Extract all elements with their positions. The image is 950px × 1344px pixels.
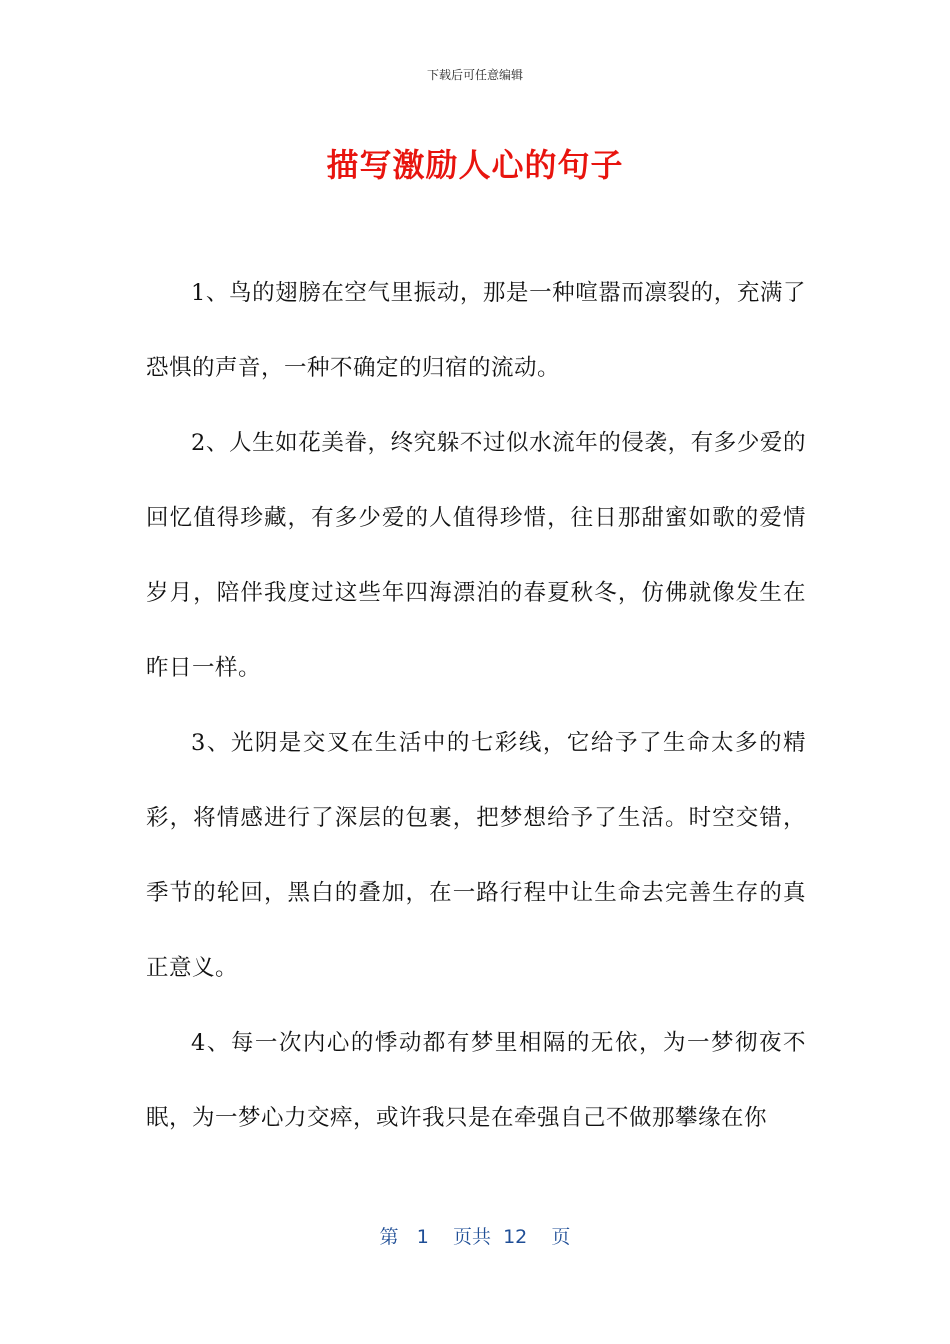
page-footer [0,1222,950,1249]
total-pages-number: 12 [503,1226,528,1248]
paragraph-3: 3、光阴是交叉在生活中的七彩线，它给予了生命太多的精彩，将情感进行了深层的包裹，把梦想给予了生活。时空交错，季节的轮回，黑白的叠加，在一路行程中让生命去完善生存的真正意义。 [146,730,806,981]
header-note: 下载后可任意编辑 [426,68,523,82]
paragraph-2: 2、人生如花美眷，终究躲不过似水流年的侵袭，有多少爱的回忆值得珍藏，有多少爱的人值得珍惜，往日那甜蜜如歌的爱情岁月，陪伴我度过这些年四海漂泊的春夏秋冬，仿佛就像发生在昨日一样。 [146,430,806,681]
paragraph-1: 1、鸟的翅膀在空气里振动，那是一种喧嚣而凛裂的，充满了恐惧的声音，一种不确定的归宿的流动。 [146,280,806,381]
document-body [146,256,806,1156]
footer-middle: 页共 [452,1226,491,1248]
current-page-number: 1 [416,1226,429,1248]
document-title: 描写激励人心的句子 [326,146,624,184]
paragraph-4: 4、每一次内心的悸动都有梦里相隔的无依，为一梦彻夜不眠，为一梦心力交瘁，或许我只是在牵强自己不做那攀缘在你 [146,1030,806,1131]
footer-suffix: 页 [551,1226,571,1248]
footer-prefix: 第 [379,1226,399,1248]
